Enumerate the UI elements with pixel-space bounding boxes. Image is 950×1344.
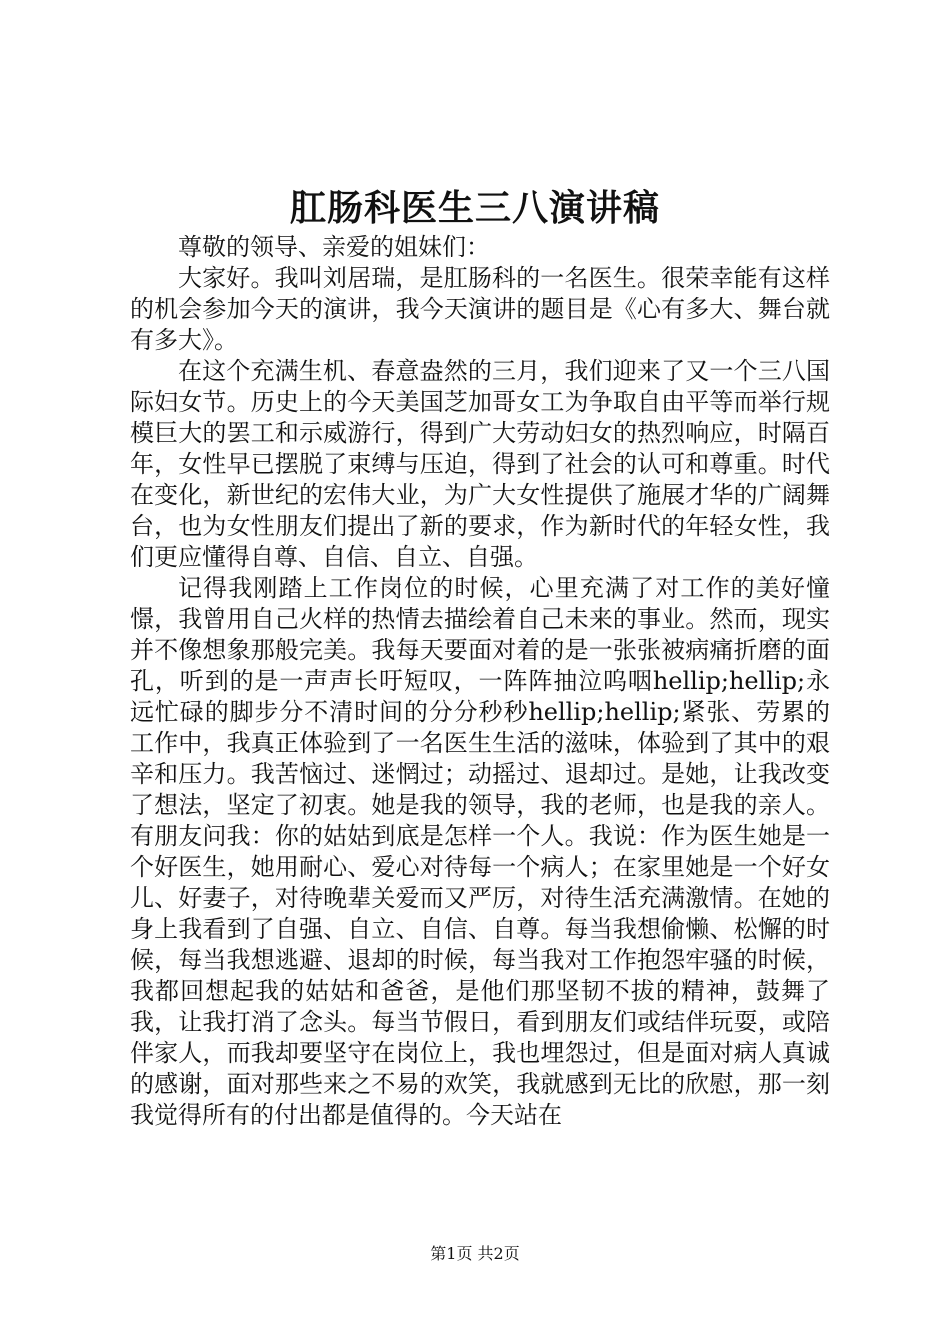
document-title: 肛肠科医生三八演讲稿 bbox=[289, 187, 660, 229]
salutation-paragraph: 尊敬的领导、亲爱的姐妹们： bbox=[178, 233, 490, 261]
page-number-footer: 第1页 共2页 bbox=[430, 1244, 520, 1263]
womens-day-paragraph: 在这个充满生机、春意盎然的三月，我们迎来了又一个三八国际妇女节。历史上的今天美国芝加哥女工为争取自由平等而举行规模巨大的罢工和示威游行，得到广大劳动妇女的热烈响应，时隔百年，女性早已摆脱了束缚与压迫，得到了社会的认可和尊重。时代在变化，新世纪的宏伟大业，为广大女性提供了施展才华的广阔舞台，也为女性朋友们提出了新的要求，作为新时代的年轻女性，我们更应懂得自尊、自信、自立、自强。 bbox=[130, 357, 830, 571]
document-body bbox=[130, 232, 830, 1131]
intro-paragraph: 大家好。我叫刘居瑞，是肛肠科的一名医生。很荣幸能有这样的机会参加今天的演讲，我今天演讲的题目是《心有多大、舞台就有多大》。 bbox=[130, 264, 830, 354]
work-experience-paragraph: 记得我刚踏上工作岗位的时候，心里充满了对工作的美好憧憬，我曾用自己火样的热情去描绘着自己未来的事业。然而，现实并不像想象那般完美。我每天要面对着的是一张张被病痛折磨的面孔，听到的是一声声长吁短叹，一阵阵抽泣呜咽hellip;hellip;永远忙碌的脚步分不清时间的分分秒秒hellip;hellip;紧张、劳累的工作中，我真正体验到了一名医生生活的滋味，体验到了其中的艰辛和压力。我苦恼过、迷惘过；动摇过、退却过。是她，让我改变了想法，坚定了初衷。她是我的领导，我的老师，也是我的亲人。有朋友问我：你的姑姑到底是怎样一个人。我说：作为医生她是一个好医生，她用耐心、爱心对待每一个病人；在家里她是一个好女儿、好妻子，对待晚辈关爱而又严厉，对待生活充满激情。在她的身上我看到了自强、自立、自信、自尊。每当我想偷懒、松懈的时候，每当我想逃避、退却的时候，每当我对工作抱怨牢骚的时候，我都回想起我的姑姑和爸爸，是他们那坚韧不拔的精神，鼓舞了我，让我打消了念头。每当节假日，看到朋友们或结伴玩耍，或陪伴家人，而我却要坚守在岗位上，我也埋怨过，但是面对病人真诚的感谢，面对那些来之不易的欢笑，我就感到无比的欣慰，那一刻我觉得所有的付出都是值得的。今天站在 bbox=[130, 574, 830, 1129]
